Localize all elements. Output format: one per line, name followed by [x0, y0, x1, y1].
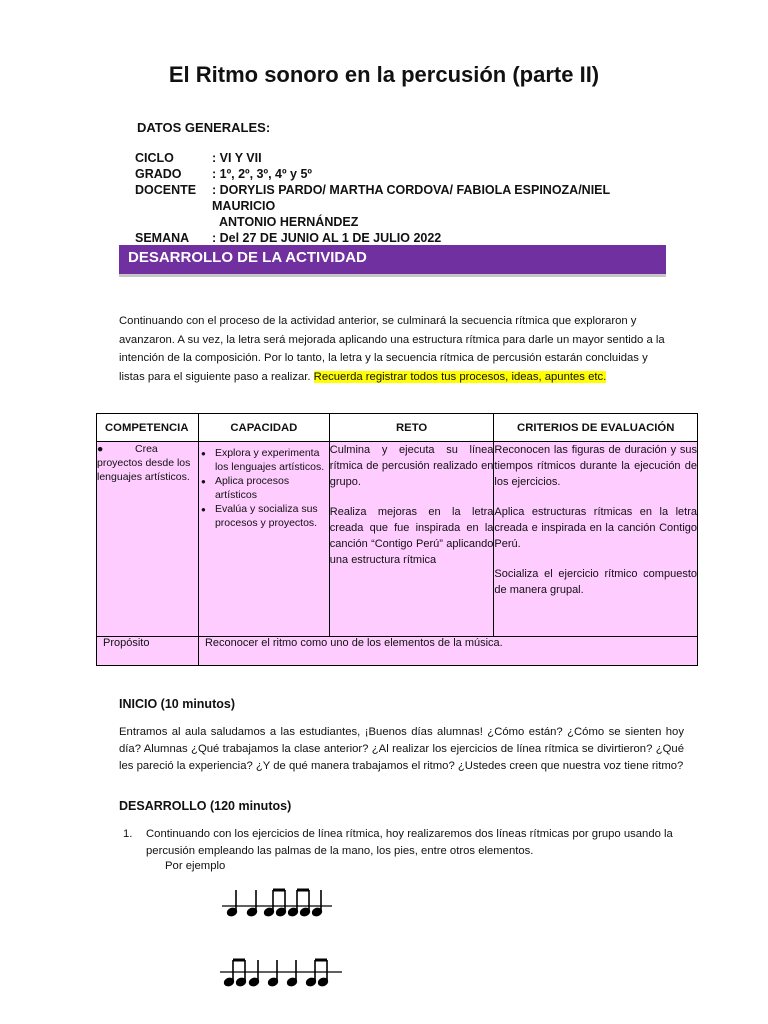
- info-row-ciclo: [135, 150, 652, 166]
- info-label: DOCENTE: [135, 183, 197, 197]
- criterios-cell: [494, 442, 698, 637]
- competencia-cell: [97, 442, 199, 637]
- datos-generales: [135, 150, 652, 246]
- reto-paragraph: Realiza mejoras en la letra creada que fue inspirada en la canción “Contigo Perú” aplicando una estructura rítmica: [329, 506, 494, 566]
- info-value: : DORYLIS PARDO/ MARTHA CORDOVA/ FABIOLA ESPINOZA/NIEL MAURICIO: [212, 183, 610, 213]
- intro-paragraph: [119, 312, 667, 386]
- info-value: : 1º, 2º, 3º, 4º y 5º: [212, 167, 312, 181]
- info-row-grado: [135, 166, 652, 182]
- list-item: ● Evalúa y socializa sus procesos y proyectos.: [215, 502, 329, 530]
- list-item: ● Explora y experimenta los lenguajes artísticos.: [215, 446, 329, 474]
- banner-title: DESARROLLO DE LA ACTIVIDAD: [128, 249, 367, 266]
- header-capacidad: CAPACIDAD: [198, 414, 329, 442]
- competencia-first: Crea: [135, 443, 158, 455]
- criterio-paragraph: Aplica estructuras rítmicas en la letra creada e inspirada en la canción Contigo Perú.: [494, 506, 697, 550]
- info-label: SEMANA: [135, 231, 190, 245]
- criterio-paragraph: Socializa el ejercicio rítmico compuesto de manera grupal.: [494, 568, 697, 596]
- proposito-value: Reconocer el ritmo como uno de los elementos de la música.: [198, 637, 697, 666]
- page-title: El Ritmo sonoro en la percusión (parte II): [168, 62, 600, 87]
- reto-cell: [329, 442, 494, 637]
- list-item: ● Aplica procesos artísticos: [215, 474, 329, 502]
- proposito-row: [97, 637, 698, 666]
- rhythm-notation-2: [220, 954, 344, 990]
- intro-text: Continuando con el proceso de la actividad anterior, se culminará la secuencia rítmica que exploraron y avanzaron. A su vez, la letra será mejorada aplicando una estructura rítmica para darle un mayor sentido a la intención de la composición. Por lo tanto, la letra y la secuencia rítmica de percusión estarán concluidas y listas para el siguiente paso a realizar.: [119, 315, 665, 383]
- list-item-text: Continuando con los ejercicios de línea rítmica, hoy realizaremos dos líneas rítmicas por grupo usando la percusión empleando las palmas de la mano, los pies, entre otros elementos.: [146, 828, 673, 857]
- info-label: GRADO: [135, 167, 182, 181]
- competencia-rest: proyectos desde los lenguajes artísticos.: [97, 457, 191, 483]
- reto-paragraph: Culmina y ejecuta su línea rítmica de percusión realizado en grupo.: [329, 444, 494, 488]
- table-header-row: [97, 414, 698, 442]
- desarrollo-heading: DESARROLLO (120 minutos): [119, 799, 292, 813]
- highlighted-reminder: Recuerda registrar todos tus procesos, ideas, apuntes etc.: [313, 370, 607, 383]
- inicio-heading: INICIO (10 minutos): [119, 697, 235, 711]
- capacidad-list: [199, 446, 329, 530]
- header-reto: RETO: [329, 414, 494, 442]
- header-criterios: CRITERIOS DE EVALUACIÓN: [494, 414, 698, 442]
- list-number: 1.: [123, 828, 133, 840]
- info-row-semana: [135, 230, 652, 246]
- info-row-docente: [135, 182, 652, 214]
- criterio-paragraph: Reconocen las figuras de duración y sus tiempos rítmicos durante la ejecución de los ejercicios.: [494, 444, 697, 488]
- capacidad-cell: [198, 442, 329, 637]
- competency-table: [96, 413, 698, 666]
- proposito-label: Propósito: [97, 637, 199, 666]
- info-value-continuation: ANTONIO HERNÁNDEZ: [219, 215, 359, 229]
- inicio-paragraph: Entramos al aula saludamos a las estudiantes, ¡Buenos días alumnas! ¿Cómo están? ¿Cómo se sienten hoy día? Alumnas ¿Qué trabajamos la clase anterior? ¿Al realizar los ejercicios de línea rítmica se divirtieron? ¿Qué les pareció la experiencia? ¿Y de qué manera trabajamos el ritmo? ¿Ustedes creen que nuestra voz tiene ritmo?: [119, 726, 684, 772]
- bullet-icon: ●: [97, 443, 104, 455]
- list-item: [123, 826, 688, 860]
- header-competencia: COMPETENCIA: [97, 414, 199, 442]
- example-label: Por ejemplo: [165, 860, 226, 872]
- info-value: : VI Y VII: [212, 151, 262, 165]
- info-value: : Del 27 DE JUNIO AL 1 DE JULIO 2022: [212, 231, 442, 245]
- rhythm-notation-1: [222, 884, 334, 920]
- table-row: [97, 442, 698, 637]
- datos-generales-heading: DATOS GENERALES:: [137, 120, 271, 135]
- info-label: CICLO: [135, 151, 174, 165]
- section-banner: [119, 245, 666, 277]
